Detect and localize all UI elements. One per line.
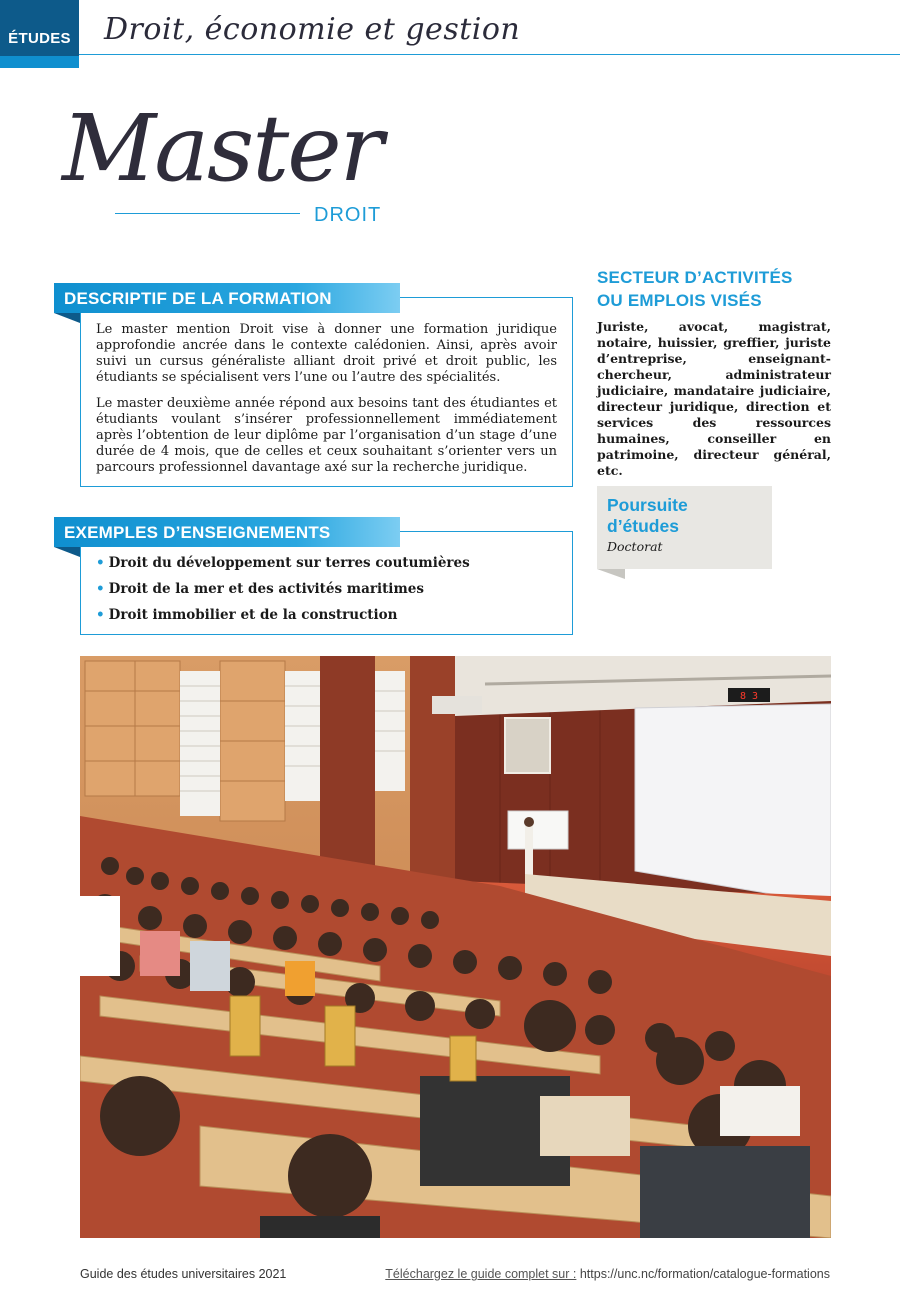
poursuite-box bbox=[597, 486, 772, 569]
list-item bbox=[96, 607, 470, 623]
section-tag bbox=[0, 0, 79, 68]
lecture-hall-illustration bbox=[80, 656, 831, 1238]
bullet-icon: • bbox=[96, 555, 105, 571]
descriptif-box bbox=[80, 297, 573, 487]
list-item-label: Droit immobilier et de la construction bbox=[108, 607, 398, 623]
secteur-heading-line-1: SECTEUR D’ACTIVITÉS bbox=[597, 268, 793, 287]
descriptif-paragraph-2: Le master deuxième année répond aux besoins tant des étudiantes et étudiants voulant s’insérer professionnellement immédiatement après l’obtention de leur diplôme par l’organisation d’un stage d’une durée de 4 mois, que de celles et ceux souhaitant s’orienter vers un parcours professionnel davantage axé sur la recherche juridique. bbox=[96, 396, 557, 475]
descriptif-heading: DESCRIPTIF DE LA FORMATION bbox=[54, 283, 400, 313]
list-item bbox=[96, 555, 470, 571]
footer-link-label[interactable]: Téléchargez le guide complet sur : bbox=[385, 1267, 577, 1281]
poursuite-value: Doctorat bbox=[607, 539, 663, 554]
section-title: Droit, économie et gestion bbox=[104, 12, 521, 47]
title-rule bbox=[115, 213, 300, 214]
section-tag-band bbox=[0, 0, 79, 56]
enseignements-heading-tail bbox=[54, 547, 80, 557]
secteur-text: Juriste, avocat, magistrat, notaire, huissier, greffier, juriste d’entreprise, enseignant-chercheur, administrateur judiciaire, mandataire judiciaire, directeur juridique, direction et services des ressources humaines, conseiller en patrimoine, directeur général, etc. bbox=[597, 319, 831, 478]
page-subtitle: DROIT bbox=[314, 204, 382, 226]
footer-link-url[interactable]: https://unc.nc/formation/catalogue-formations bbox=[579, 1267, 830, 1281]
list-item-label: Droit du développement sur terres coutumières bbox=[108, 555, 470, 571]
poursuite-tail bbox=[597, 569, 625, 579]
list-item bbox=[96, 581, 470, 597]
list-item-label: Droit de la mer et des activités maritimes bbox=[108, 581, 424, 597]
descriptif-heading-tail bbox=[54, 313, 80, 323]
secteur-heading-line-2: OU EMPLOIS VISÉS bbox=[597, 291, 762, 310]
header-rule bbox=[79, 54, 900, 55]
clock-display: 8 3 bbox=[739, 691, 759, 702]
enseignements-list bbox=[96, 555, 470, 633]
bullet-icon: • bbox=[96, 581, 105, 597]
footer-guide-title: Guide des études universitaires 2021 bbox=[80, 1267, 287, 1281]
page-title: Master bbox=[62, 95, 382, 202]
descriptif-paragraph-1: Le master mention Droit vise à donner une formation juridique approfondie ancrée dans le contexte calédonien. Ainsi, après avoir suivi un cursus généraliste alliant droit privé et droit public, les étudiants se spécialisent vers l’une ou l’autre des spécialités. bbox=[96, 322, 557, 385]
secteur-heading bbox=[597, 266, 793, 312]
footer-link[interactable] bbox=[385, 1267, 830, 1281]
bullet-icon: • bbox=[96, 607, 105, 623]
descriptif-text bbox=[96, 322, 557, 486]
poursuite-title: Poursuite d’études bbox=[607, 495, 688, 536]
enseignements-heading: EXEMPLES D’ENSEIGNEMENTS bbox=[54, 517, 400, 547]
lecture-hall-photo bbox=[80, 656, 831, 1238]
section-tag-label: ÉTUDES bbox=[8, 30, 71, 47]
